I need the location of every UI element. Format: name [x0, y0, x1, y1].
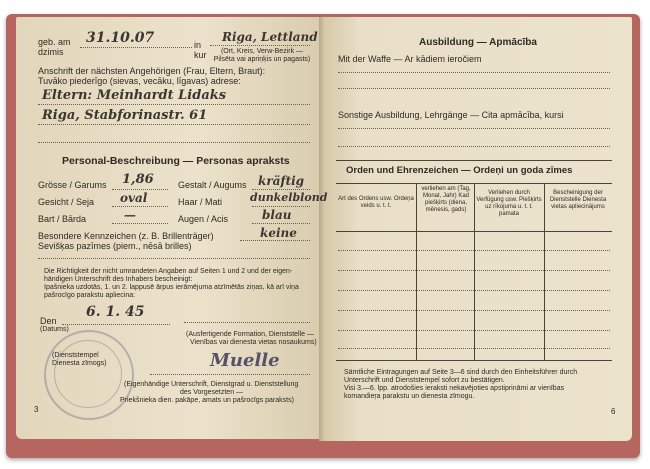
training-other-label: Sonstige Ausbildung, Lehrgänge — Cita apmācība, kursi: [338, 110, 564, 120]
den-value: 6. 1. 45: [86, 304, 145, 320]
stamp-label-2: Dienesta zīmogs): [52, 360, 107, 367]
den-line: [62, 324, 170, 325]
relatives-label-lv: Tuvāko piederīgo (sievas, vecāku, līgavas) adrese:: [38, 76, 241, 86]
sign-label-3: Priekšnieka dien. pakāpe, amats un pašrocīgs paraksts): [120, 397, 294, 404]
relatives-dotline-1: [38, 104, 310, 105]
relatives-dotline-2: [38, 124, 310, 125]
birth-place-value: Riga, Lettland: [222, 30, 318, 44]
awards-rule-bottom: [336, 360, 612, 361]
beard-line: [112, 223, 168, 224]
marks-line-2: [38, 258, 310, 259]
awards-col-divider-3: [544, 183, 545, 360]
confirmation-text-2: händigen Unterschrift des Inhabers bescheinigt:: [44, 276, 193, 283]
awards-heading: Orden und Ehrenzeichen — Ordeņi un goda zīmes: [346, 165, 573, 176]
training-weapon-label: Mit der Waffe — Ar kādiem ieročiem: [338, 54, 482, 64]
sign-label-1: (Eigenhändige Unterschrift, Dienstgrad u. Dienststellung: [124, 381, 299, 388]
footer-line-1: Sämtliche Eintragungen auf Seite 3—6 sind durch den Einheitsführer durch: [344, 369, 578, 376]
training-other-line-2: [338, 146, 610, 147]
sign-label-2: des Vorgesetzten —: [180, 389, 244, 396]
relatives-line2: Riga, Stabforinastr. 61: [42, 108, 208, 123]
hair-label: Haar / Mati: [178, 197, 223, 207]
confirmation-text-4: pašrocīgo parakstu apliecina:: [44, 292, 136, 299]
marks-value: keine: [260, 226, 297, 240]
datum-label: (Datums): [40, 326, 69, 333]
booklet-spine: [319, 17, 325, 441]
birth-date-line: [80, 47, 192, 48]
formation-label-1: (Ausfertigende Formation, Dienststelle —: [186, 331, 314, 338]
office-stamp: [44, 330, 134, 420]
marks-label-lv: Sevišķas pazīmes (piem., nēsā brilles): [38, 241, 192, 251]
birth-kur-label: kur: [194, 50, 207, 60]
birth-in-label: in: [194, 40, 202, 50]
formation-label-2: Vienības vai dienesta vietas nosaukums): [190, 339, 317, 346]
build-label: Gestalt / Augums: [178, 180, 247, 190]
build-value: kräftig: [258, 174, 305, 188]
office-stamp-inner-ring: [54, 340, 122, 408]
birth-label-de: geb. am: [38, 37, 71, 47]
awards-col-divider-1: [416, 183, 417, 360]
awards-rule-top: [336, 160, 612, 161]
footer-line-2: Unterschrift und Dienststempel sofort zu bestätigen.: [344, 377, 505, 384]
footer-line-3: Visi 3.—6. lpp. atrodošies ieraksti nekavējoties apstiprināmi ar vienības: [344, 385, 565, 392]
height-line: [112, 189, 168, 190]
birth-place-line: [210, 45, 310, 46]
den-label: Den: [40, 316, 57, 326]
awards-col-divider-2: [474, 183, 475, 360]
awards-row-line-5: [338, 330, 610, 331]
awards-row-line-1: [338, 250, 610, 251]
height-label: Grösse / Garums: [38, 180, 107, 190]
footer-line-4: komandieŗa parakstu un dienesta zīmogu.: [344, 393, 475, 400]
confirmation-text-1: Die Richtigkeit der nicht umrandeten Angaben auf Seiten 1 und 2 und der eigen-: [44, 268, 293, 275]
height-value: 1,86: [122, 172, 154, 187]
relatives-line1: Eltern: Meinhardt Lidaks: [42, 88, 227, 103]
face-line: [112, 206, 168, 207]
awards-col-date: verliehen am (Tag, Monat, Jahr) Kad piešķirts (diena, mēnesis, gads): [421, 186, 471, 213]
eyes-label: Augen / Acis: [178, 214, 229, 224]
marks-line: [240, 240, 310, 241]
awards-row-line-2: [338, 270, 610, 271]
relatives-dotline-3: [38, 142, 310, 143]
awards-col-type: Art des Ordens usw. Ordeņa veids u. t. t.: [338, 196, 414, 209]
relatives-label-de: Anschrift der nächsten Angehörigen (Frau, Eltern, Braut):: [38, 66, 266, 76]
training-weapon-line-1: [338, 72, 610, 73]
training-weapon-line-2: [338, 88, 610, 89]
marks-label-de: Besondere Kennzeichen (z. B. Brillenträger): [38, 231, 214, 241]
hair-line: [252, 206, 310, 207]
awards-row-line-3: [338, 290, 610, 291]
eyes-line: [252, 223, 310, 224]
birth-label-lv: dzimis: [38, 47, 64, 57]
build-line: [252, 189, 310, 190]
awards-col-certification: Bescheinigung der Dienststelle Dienesta vietas apliecinājums: [549, 190, 607, 210]
training-heading: Ausbildung — Apmācība: [419, 37, 537, 48]
description-heading: Personal-Beschreibung — Personas apraksts: [62, 155, 290, 167]
page-number-left: 3: [34, 405, 39, 414]
training-other-line-1: [338, 128, 610, 129]
formation-line: [184, 322, 310, 323]
signature-line: [150, 374, 310, 375]
confirmation-text-3: Ipašnieka uzdotās, 1. un 2. lappusē ārpus ierāmējuma atzīmētās ziņas, kā arī viņa: [44, 284, 299, 291]
stamp-label-1: (Dienststempel: [52, 352, 99, 359]
page-number-right: 6: [611, 407, 616, 416]
face-label: Gesicht / Seja: [38, 197, 95, 207]
awards-row-line-4: [338, 310, 610, 311]
birth-place-hint: (Ort, Kreis, Verw-Bezirk — Pilsēta vai apriņķis un pagasts): [213, 48, 311, 63]
face-value: oval: [120, 191, 148, 205]
awards-row-line-6: [338, 348, 610, 349]
eyes-value: blau: [262, 208, 292, 222]
beard-label: Bart / Bārda: [38, 214, 87, 224]
beard-value: —: [124, 208, 136, 222]
awards-col-order: Verliehen durch Verfügung usw. Piešķirts uz rīkojuma u. t. t. pamata: [476, 190, 542, 217]
birth-date-value: 31.10.07: [86, 30, 155, 46]
hair-value: dunkelblond: [250, 191, 328, 204]
signature: Muelle: [210, 350, 280, 371]
